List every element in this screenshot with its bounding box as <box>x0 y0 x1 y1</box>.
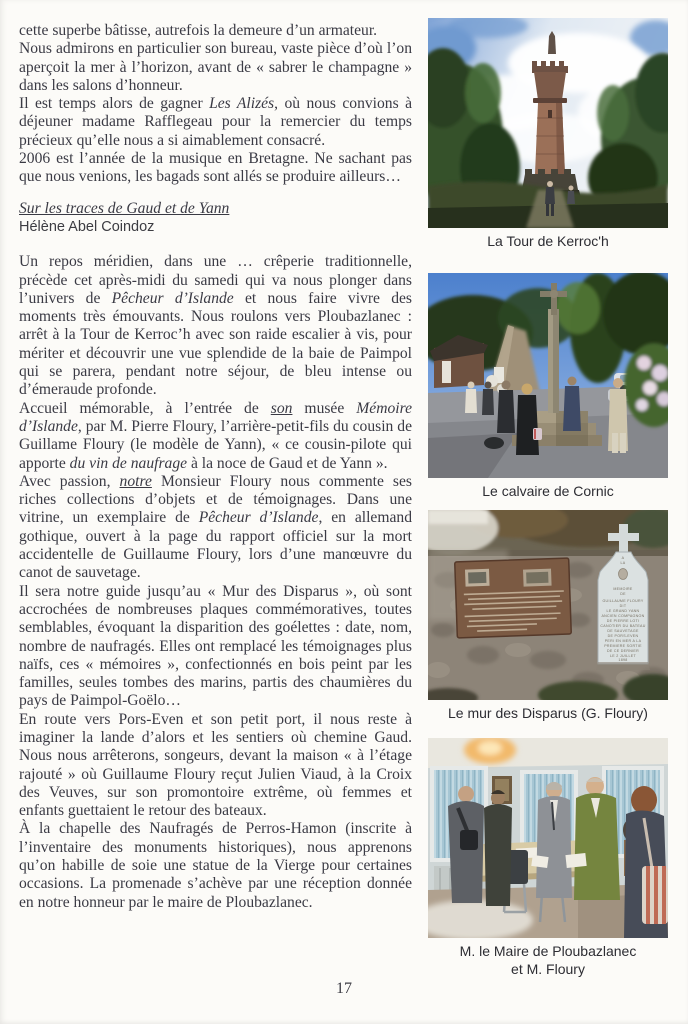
tour-de-kerroch-image <box>428 18 668 228</box>
svg-text:LE GRAND YANN: LE GRAND YANN <box>606 609 640 613</box>
svg-text:DE PORS-EVEN: DE PORS-EVEN <box>607 634 639 638</box>
paragraph <box>19 150 412 187</box>
paragraph <box>19 583 412 711</box>
photo-maire-et-floury <box>428 738 668 978</box>
svg-text:MEMOIRE: MEMOIRE <box>613 587 633 591</box>
paragraph-text: , où nous convions à déjeuner madame Rafflegeau pour la remercier du temps précieux qu’elle nous a si aimablement consacré. <box>19 95 412 149</box>
paragraph <box>19 473 412 583</box>
paragraph-text: Avec passion, <box>19 472 120 490</box>
italic-phrase-vin-de-naufrage: du vin de naufrage <box>69 454 188 472</box>
svg-text:CANOTIER DU BATEAU: CANOTIER DU BATEAU <box>600 624 646 628</box>
svg-text:DE: DE <box>620 592 626 596</box>
paragraph-text: Nous admirons en particulier son bureau, vaste pièce d’où l’on aperçoit la mer à l’horizon, avant de « sabrer le champagne » dans les salons d’honneur. <box>19 40 412 94</box>
italic-title-pecheur-islande: Pêcheur d’Islande <box>198 509 319 527</box>
paragraph <box>19 95 412 150</box>
article-text-column <box>19 22 412 912</box>
photo-caption-maire-et-floury <box>428 942 668 978</box>
photo-calvaire-de-cornic <box>428 273 668 500</box>
caption-line-1: M. le Maire de Ploubazlanec <box>459 943 637 959</box>
paragraph <box>19 40 412 95</box>
svg-text:GUILLAUME FLOURY: GUILLAUME FLOURY <box>602 599 644 603</box>
paragraph-text: cette superbe bâtisse, autrefois la demeure d’un armateur. <box>19 22 378 39</box>
commemorative-plaque <box>455 558 572 638</box>
paragraph-text: À la chapelle des Naufragés de Perros-Hamon (inscrite à l’inventaire des monuments historiques), nous apprenons qu’on habille de soie une statue de la Vierge pour certaines occasions. La promenade s’achève par une réception donnée en notre honneur par le maire de Ploubazlanec. <box>19 820 412 911</box>
page-number: 17 <box>336 980 352 997</box>
svg-text:1898: 1898 <box>618 658 628 662</box>
svg-text:LE 2 JUILLET: LE 2 JUILLET <box>610 654 636 658</box>
author-name: Hélène Abel Coindoz <box>19 218 155 235</box>
paragraph-text: musée <box>292 399 357 417</box>
paragraph-text: Un repos méridien, dans une … crêperie traditionnelle, précède cet après-midi du samedi qui va nous plonger dans l’univers de <box>19 253 412 307</box>
emphasized-word-notre: notre <box>119 472 152 490</box>
paragraph-text: à la noce de Gaud et de Yann ». <box>187 454 388 472</box>
svg-text:ANCIEN COMPAGNON: ANCIEN COMPAGNON <box>601 614 645 618</box>
svg-text:PERI EN MER A LA: PERI EN MER A LA <box>604 639 642 643</box>
photo-caption-calvaire-de-cornic: Le calvaire de Cornic <box>482 483 614 499</box>
paragraph-text: , par M. Pierre Floury, l’arrière-petit-fils du cousin de Guillame Floury (le modèle de Yann), « ce cousin-pilote qui apporte <box>19 417 412 472</box>
paragraph-text: Il est temps alors de gagner <box>19 95 210 113</box>
paragraph-text: Accueil mémorable, à l’entrée de <box>19 399 271 417</box>
calvaire-de-cornic-image <box>428 273 668 478</box>
paragraph <box>19 400 412 473</box>
svg-text:DE PIERRE LOTI: DE PIERRE LOTI <box>606 619 640 623</box>
italic-title-pecheur-islande: Pêcheur d’Islande <box>111 289 234 307</box>
paragraph-text: 2006 est l’année de la musique en Bretagne. Ne sachant pas que nous venions, les bagads sont allés se produire ailleurs… <box>19 150 412 186</box>
photo-tour-de-kerroch <box>428 18 668 250</box>
paragraph <box>19 820 412 911</box>
paragraph-text: Il sera notre guide jusqu’au « Mur des Disparus », où sont accrochées de nombreuses plaques commémoratives, toutes semblables, évoquant la disparition des goélettes : date, nom, nombre de naufragés. Elles ont remplacé les témoignages plus naïfs, ces « mémoires », confectionnés en bois peint par les familles, seules tombes des marins, partis des chaumières du pays de Paimpol-Goëlo… <box>19 582 412 710</box>
mur-des-disparus-image <box>428 510 668 700</box>
maire-et-floury-image <box>428 738 668 938</box>
paragraph-text: et nous faire vivre des moments très émouvants. Nous roulons vers Ploubazlanec : arrêt à la Tour de Kerroc’h avec son raide escalier à vis, pour mériter et découvrir une vue splendide de la baie de Paimpol qui se parera, pendant notre séjour, de bleu intense ou d’émeraude profonde. <box>19 289 413 399</box>
paragraph <box>19 22 412 40</box>
paragraph-text: Monsieur Floury nous commente ses riches collections d’objets et de témoignages. Dans une vitrine, un exemplaire de <box>19 472 412 527</box>
svg-text:DIT: DIT <box>619 604 627 608</box>
photo-caption-mur-des-disparus: Le mur des Disparus (G. Floury) <box>448 705 648 721</box>
svg-text:A: A <box>621 556 625 560</box>
svg-text:PREMIERE SORTIE: PREMIERE SORTIE <box>604 644 642 648</box>
italic-title-memoire-islande: Mémoire d’Islande <box>19 399 412 435</box>
paragraph-text: , en allemand gothique, ouvert à la page du rapport officiel sur la mort accidentelle de Guillaume Floury, lors d’une manœuvre du canot de sauvetage. <box>19 509 412 582</box>
photo-caption-tour-de-kerroch: La Tour de Kerroc'h <box>487 233 609 249</box>
svg-text:DE CE DERNIER: DE CE DERNIER <box>606 649 640 653</box>
section-title: Sur les traces de Gaud et de Yann <box>19 199 230 217</box>
emphasized-word-son: son <box>270 399 293 417</box>
photo-mur-des-disparus <box>428 510 668 722</box>
svg-text:DE SAUVETAGE: DE SAUVETAGE <box>607 629 639 633</box>
paragraph <box>19 711 412 821</box>
paragraph <box>19 253 412 399</box>
svg-text:LA: LA <box>620 561 626 565</box>
caption-line-2: et M. Floury <box>511 961 585 977</box>
paragraph-text: En route vers Pors-Even et son petit port, il nous reste à imaginer la lande d’alors et les sentiers où chemine Gaud. Nous nous arrêterons, songeurs, devant la maison « à l’étage rajouté » où Guillaume Floury reçut Julien Viaud, à la Croix des Veuves, sur son promontoire extrême, où femmes et enfants guettaient le retour des bateaux. <box>19 710 412 820</box>
italic-title-les-alizes: Les Alizés <box>209 95 275 113</box>
